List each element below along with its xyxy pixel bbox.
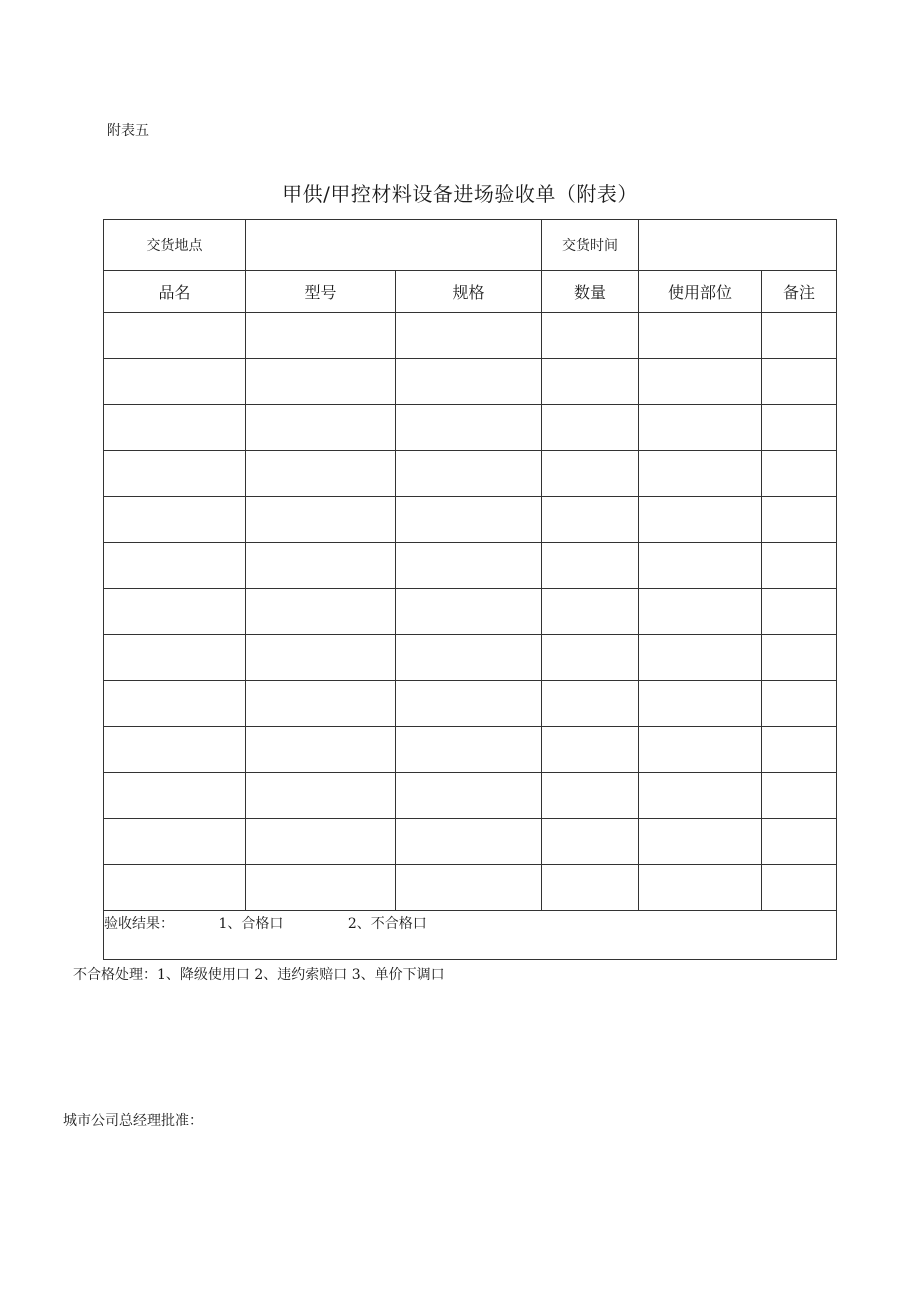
delivery-location-field[interactable]: [246, 220, 542, 271]
cell-product-name[interactable]: [104, 543, 246, 589]
column-header-quantity: 数量: [542, 271, 639, 313]
cell-model[interactable]: [246, 359, 396, 405]
table-row: [104, 313, 837, 359]
cell-remarks[interactable]: [762, 359, 837, 405]
column-header-model: 型号: [246, 271, 396, 313]
cell-product-name[interactable]: [104, 773, 246, 819]
cell-quantity[interactable]: [542, 865, 639, 911]
cell-remarks[interactable]: [762, 451, 837, 497]
acceptance-form-table: [103, 219, 837, 960]
cell-quantity[interactable]: [542, 451, 639, 497]
table-row: [104, 359, 837, 405]
cell-product-name[interactable]: [104, 681, 246, 727]
cell-product-name[interactable]: [104, 405, 246, 451]
cell-remarks[interactable]: [762, 773, 837, 819]
cell-usage-location[interactable]: [639, 819, 762, 865]
cell-specification[interactable]: [396, 543, 542, 589]
cell-product-name[interactable]: [104, 727, 246, 773]
delivery-location-label: 交货地点: [104, 220, 246, 271]
cell-remarks[interactable]: [762, 819, 837, 865]
cell-quantity[interactable]: [542, 543, 639, 589]
cell-product-name[interactable]: [104, 451, 246, 497]
acceptance-result-cell: [104, 911, 837, 960]
data-rows: [104, 313, 837, 911]
cell-specification[interactable]: [396, 727, 542, 773]
cell-usage-location[interactable]: [639, 681, 762, 727]
cell-usage-location[interactable]: [639, 497, 762, 543]
cell-product-name[interactable]: [104, 497, 246, 543]
table-row: [104, 681, 837, 727]
cell-quantity[interactable]: [542, 635, 639, 681]
table-row: [104, 497, 837, 543]
column-header-product-name: 品名: [104, 271, 246, 313]
table-row: [104, 819, 837, 865]
table-row: [104, 635, 837, 681]
cell-remarks[interactable]: [762, 543, 837, 589]
cell-model[interactable]: [246, 635, 396, 681]
cell-quantity[interactable]: [542, 589, 639, 635]
cell-product-name[interactable]: [104, 865, 246, 911]
appendix-label: 附表五: [107, 123, 149, 139]
cell-specification[interactable]: [396, 405, 542, 451]
cell-usage-location[interactable]: [639, 359, 762, 405]
cell-specification[interactable]: [396, 773, 542, 819]
cell-usage-location[interactable]: [639, 635, 762, 681]
table-row: [104, 405, 837, 451]
cell-usage-location[interactable]: [639, 543, 762, 589]
cell-remarks[interactable]: [762, 405, 837, 451]
cell-remarks[interactable]: [762, 727, 837, 773]
table-row: [104, 543, 837, 589]
cell-usage-location[interactable]: [639, 451, 762, 497]
cell-specification[interactable]: [396, 589, 542, 635]
cell-model[interactable]: [246, 681, 396, 727]
nonconformity-handling: 不合格处理：1、降级使用口 2、违约索赔口 3、单价下调口: [73, 967, 445, 983]
cell-model[interactable]: [246, 405, 396, 451]
delivery-info-row: [104, 220, 837, 271]
cell-product-name[interactable]: [104, 589, 246, 635]
cell-specification[interactable]: [396, 681, 542, 727]
acceptance-result-label: 验收结果：: [104, 916, 174, 932]
result-option-pass[interactable]: 1、合格口: [218, 916, 284, 932]
cell-usage-location[interactable]: [639, 865, 762, 911]
cell-remarks[interactable]: [762, 589, 837, 635]
cell-product-name[interactable]: [104, 313, 246, 359]
cell-quantity[interactable]: [542, 313, 639, 359]
cell-remarks[interactable]: [762, 865, 837, 911]
cell-specification[interactable]: [396, 451, 542, 497]
table-row: [104, 589, 837, 635]
cell-product-name[interactable]: [104, 819, 246, 865]
cell-usage-location[interactable]: [639, 589, 762, 635]
table-row: [104, 727, 837, 773]
cell-quantity[interactable]: [542, 727, 639, 773]
cell-specification[interactable]: [396, 635, 542, 681]
cell-product-name[interactable]: [104, 359, 246, 405]
column-header-remarks: 备注: [762, 271, 837, 313]
cell-model[interactable]: [246, 589, 396, 635]
table-row: [104, 773, 837, 819]
cell-usage-location[interactable]: [639, 405, 762, 451]
cell-usage-location[interactable]: [639, 727, 762, 773]
column-header-row: [104, 271, 837, 313]
cell-model[interactable]: [246, 819, 396, 865]
acceptance-result-row: [104, 911, 837, 960]
document-title: 甲供/甲控材料设备进场验收单（附表）: [282, 182, 638, 206]
cell-specification[interactable]: [396, 865, 542, 911]
cell-quantity[interactable]: [542, 773, 639, 819]
table-row: [104, 451, 837, 497]
cell-remarks[interactable]: [762, 313, 837, 359]
cell-remarks[interactable]: [762, 681, 837, 727]
cell-model[interactable]: [246, 497, 396, 543]
cell-model[interactable]: [246, 451, 396, 497]
cell-quantity[interactable]: [542, 681, 639, 727]
cell-quantity[interactable]: [542, 359, 639, 405]
cell-usage-location[interactable]: [639, 313, 762, 359]
column-header-specification: 规格: [396, 271, 542, 313]
cell-specification[interactable]: [396, 359, 542, 405]
cell-product-name[interactable]: [104, 635, 246, 681]
cell-remarks[interactable]: [762, 497, 837, 543]
cell-model[interactable]: [246, 313, 396, 359]
cell-quantity[interactable]: [542, 497, 639, 543]
cell-usage-location[interactable]: [639, 773, 762, 819]
cell-model[interactable]: [246, 865, 396, 911]
cell-specification[interactable]: [396, 819, 542, 865]
delivery-time-field[interactable]: [639, 220, 837, 271]
result-option-fail[interactable]: 2、不合格口: [347, 916, 427, 932]
cell-specification[interactable]: [396, 497, 542, 543]
cell-quantity[interactable]: [542, 819, 639, 865]
cell-specification[interactable]: [396, 313, 542, 359]
cell-quantity[interactable]: [542, 405, 639, 451]
column-header-usage-location: 使用部位: [639, 271, 762, 313]
approval-signature-line: 城市公司总经理批准：: [63, 1113, 203, 1129]
cell-model[interactable]: [246, 727, 396, 773]
table-row: [104, 865, 837, 911]
delivery-time-label: 交货时间: [542, 220, 639, 271]
cell-model[interactable]: [246, 543, 396, 589]
cell-model[interactable]: [246, 773, 396, 819]
cell-remarks[interactable]: [762, 635, 837, 681]
